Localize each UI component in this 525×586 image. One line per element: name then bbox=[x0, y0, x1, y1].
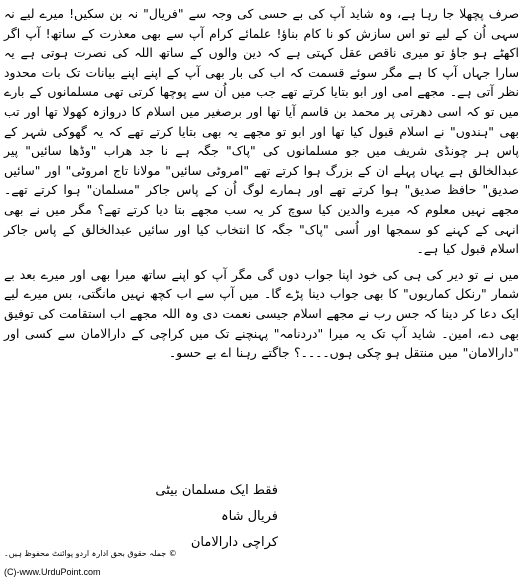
letter-paragraph-1: صرف پچھلا جا رہا ہے، وہ شاید آپ کی بے حسی کی وجہ سے "فریال" نہ بن سکیں! میرے لیے نہ سہی اُن کے لیے تو اس سازش کو نا کام بناؤ! علمائے کرام آپ سے بھی معذرت کے ساتھ! آپ اگر اکھٹے ہو جاؤ تو میری ناقص عقل کہتی ہے کہ دین والوں کے ساتھ اللہ کی نصرت ہوتی ہے یہ سارا جہاں آپ کا ہے مگر سوئے قسمت کہ اب کی بار بھی آپ کے اپنے اپنے بیانات تک بات محدود نظر آتی ہے۔ مجھے امی اور ابو بتایا کرتے تھے جب میں اُن سے پوچھا کرتی تھی مسلمانوں کے بارے میں تو کہ اسی دھرتی پر محمد بن قاسم آیا تھا اور برصغیر میں اسلام کا دروازہ کھولا تھا اور تب بھی "ہندوں" نے اسلام قبول کیا تھا اور ابو تو مجھے یہ بھی بتایا کرتے تھے کہ یہ گھوکی شہر کے پاس ہر چونڈی شریف میں جو مسلمانوں کی "پاک" جگہ ہے نا جد ھراب "وڈھا سائیں" پیر عبدالخالق ہے یہاں پہلے ان کے بزرگ ہوا کرتے تھے "امروٹی سائیں" مولانا تاج امروٹی" اور "سائیں صدیق" حافظ صدیق" ہوا کرتے تھے اور ہمارے لوگ اُن کے پاس جاکر "مسلمان" ہوا کرتے تھے۔ مجھے نہیں معلوم کہ میرے والدین کیا سوچ کر یہ سب مجھے بتا دیا کرتے تھے؟ مگر میں نے بھی انہی کے کہنے کو سمجھا اور اُسی "پاک" جگہ کا انتخاب کیا اور سائیں عبدالخالق کے پاس جاکر اسلام قبول کیا ہے۔ bbox=[4, 6, 519, 257]
letter-body bbox=[4, 4, 519, 363]
signature-line-name: فریال شاہ bbox=[220, 509, 278, 524]
signature-line-place: کراچی دارالامان bbox=[190, 535, 278, 550]
copyright-notice-english: (C)-www.UrduPoint.com bbox=[4, 567, 101, 577]
letter-paragraph-2: میں نے تو دیر کی ہی کی خود اپنا جواب دوں گی مگر آپ کو اپنے ساتھ میرا بھی اور میرے بعد بے شمار "رنکل کماریوں" کا بھی جواب دینا پڑے گا۔ میں آپ سے اب کچھ نہیں مانگتی، بس میرے لیے ایک دعا کر دینا کہ جس رب نے مجھے اسلام جیسی نعمت دی وہ اللہ مجھے اب استقامت کی توفیق بھی دے، امین۔ شاید آپ تک یہ میرا "دردنامہ" پہنچنے تک میں کراچی کے دارالامان سے کسی اور "دارالامان" میں منتقل ہو چکی ہوں۔۔۔۔؟ جاگتے رہنا اے بے حسو۔ bbox=[4, 266, 519, 361]
copyright-notice-urdu: © جملہ حقوق بحق ادارہ اردو پوائنٹ محفوظ ہیں۔ bbox=[4, 549, 177, 558]
signature-line-closing: فقط ایک مسلمان بیٹی bbox=[155, 483, 278, 498]
signature-block bbox=[118, 478, 278, 556]
